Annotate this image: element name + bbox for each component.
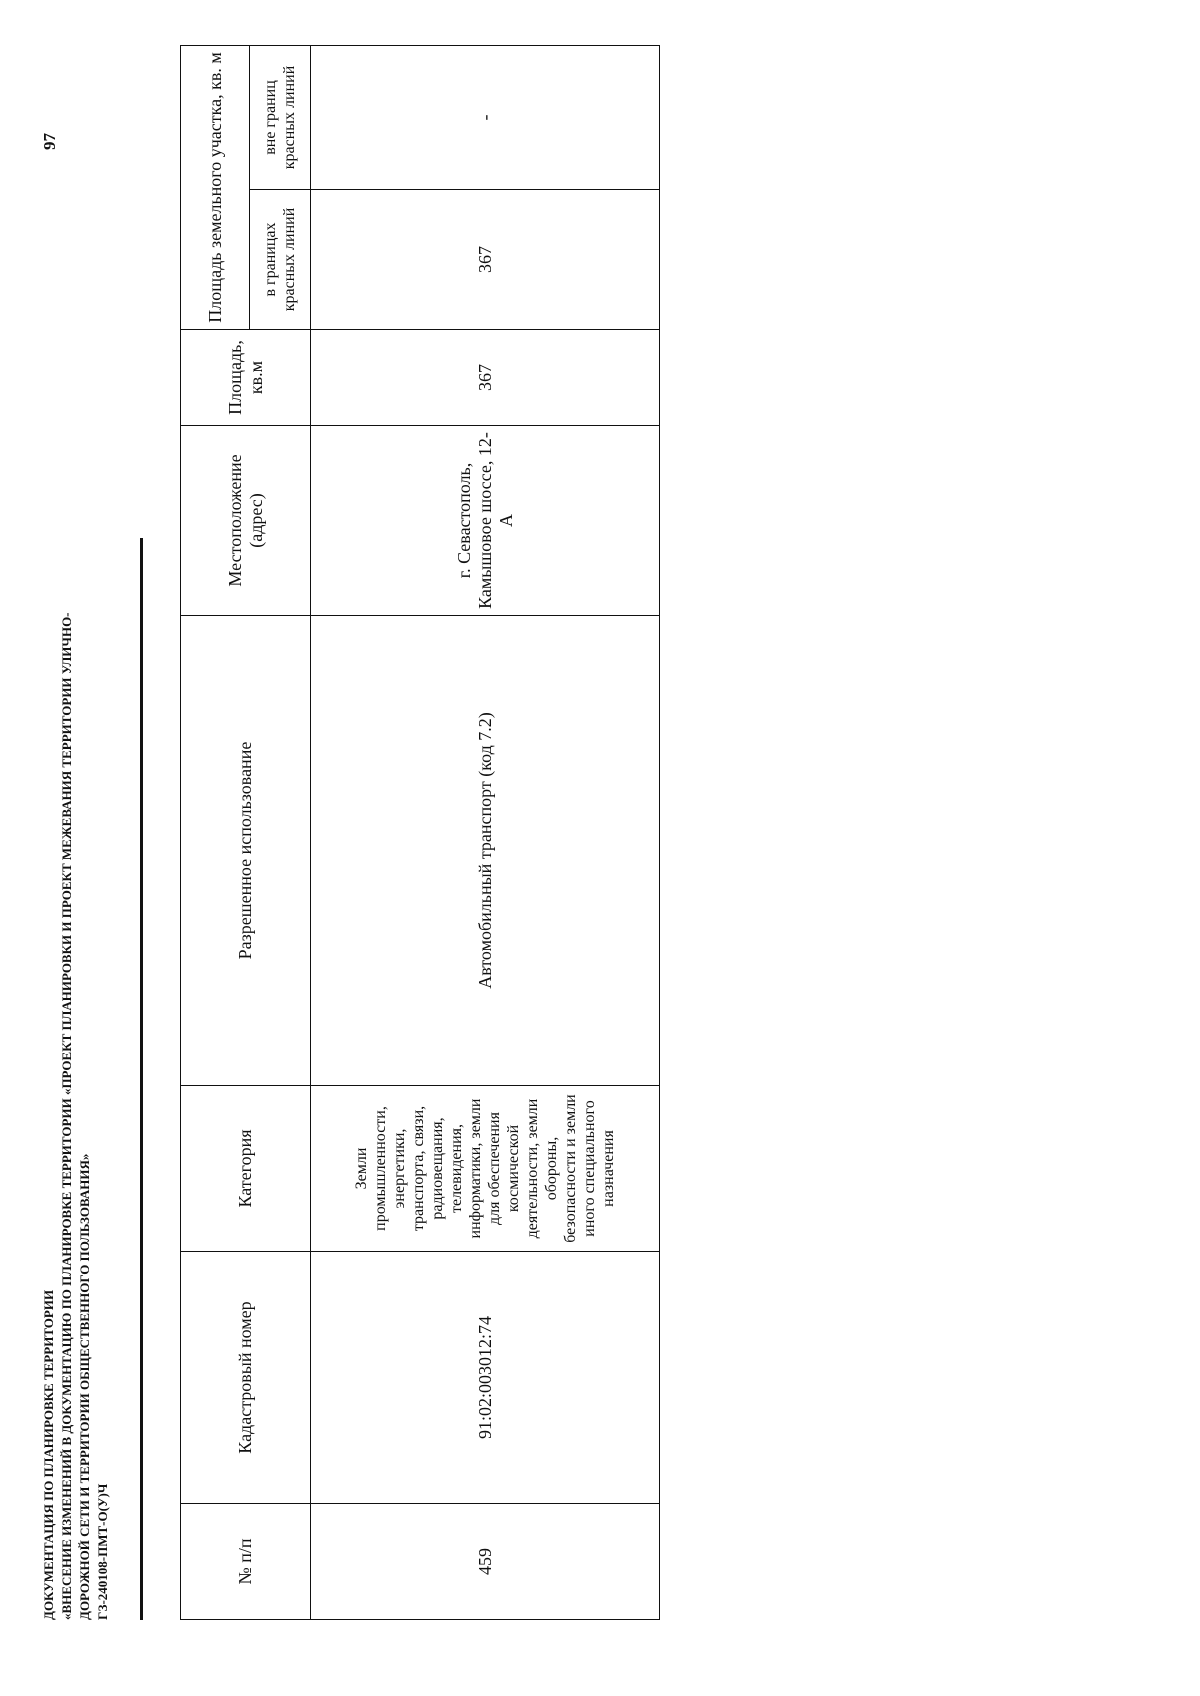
document-header — [40, 220, 112, 1620]
cell-category: Земли промышленности, энергетики, транспорта, связи, радиовещания, телевидения, информатики, земли для обеспечения космической деятельности, земли обороны, безопасности и земли иного специального назначения — [311, 1086, 660, 1252]
header-cadastral: Кадастровый номер — [181, 1252, 311, 1504]
header-outside: вне границ красных линий — [250, 46, 311, 190]
cell-cadastral: 91:02:003012:74 — [311, 1252, 660, 1504]
page-number: 97 — [40, 133, 59, 150]
cell-outside: - — [311, 46, 660, 190]
cell-area: 367 — [311, 330, 660, 426]
header-area: Площадь, кв.м — [181, 330, 311, 426]
cell-location: г. Севастополь, Камышовое шоссе, 12-А — [311, 426, 660, 616]
header-plot-area: Площадь земельного участка, кв. м — [181, 46, 250, 330]
header-line-3: ДОРОЖНОЙ СЕТИ И ТЕРРИТОРИИ ОБЩЕСТВЕННОГО ПОЛЬЗОВАНИЯ» — [77, 1153, 92, 1620]
header-num: № п/п — [181, 1504, 311, 1620]
cell-inside: 367 — [311, 190, 660, 330]
header-line-2: «ВНЕСЕНИЕ ИЗМЕНЕНИЙ В ДОКУМЕНТАЦИЮ ПО ПЛАНИРОВКЕ ТЕРРИТОРИИ «ПРОЕКТ ПЛАНИРОВКИ И ПРОЕКТ МЕЖЕВАНИЯ ТЕРРИТОРИИ УЛИЧНО- — [59, 612, 74, 1620]
header-usage: Разрешенное использование — [181, 616, 311, 1086]
rotated-page — [40, 40, 1120, 1620]
table-row — [311, 46, 660, 1620]
header-location: Местоположение (адрес) — [181, 426, 311, 616]
land-plot-table — [180, 45, 660, 1620]
header-rule — [140, 538, 143, 1620]
header-line-1: ДОКУМЕНТАЦИЯ ПО ПЛАНИРОВКЕ ТЕРРИТОРИИ — [41, 1289, 56, 1620]
header-inside: в границах красных линий — [250, 190, 311, 330]
cell-usage: Автомобильный транспорт (код 7.2) — [311, 616, 660, 1086]
header-line-4: ГЗ-240108-ПМТ-О(У)Ч — [95, 1483, 110, 1620]
cell-num: 459 — [311, 1504, 660, 1620]
header-category: Категория — [181, 1086, 311, 1252]
